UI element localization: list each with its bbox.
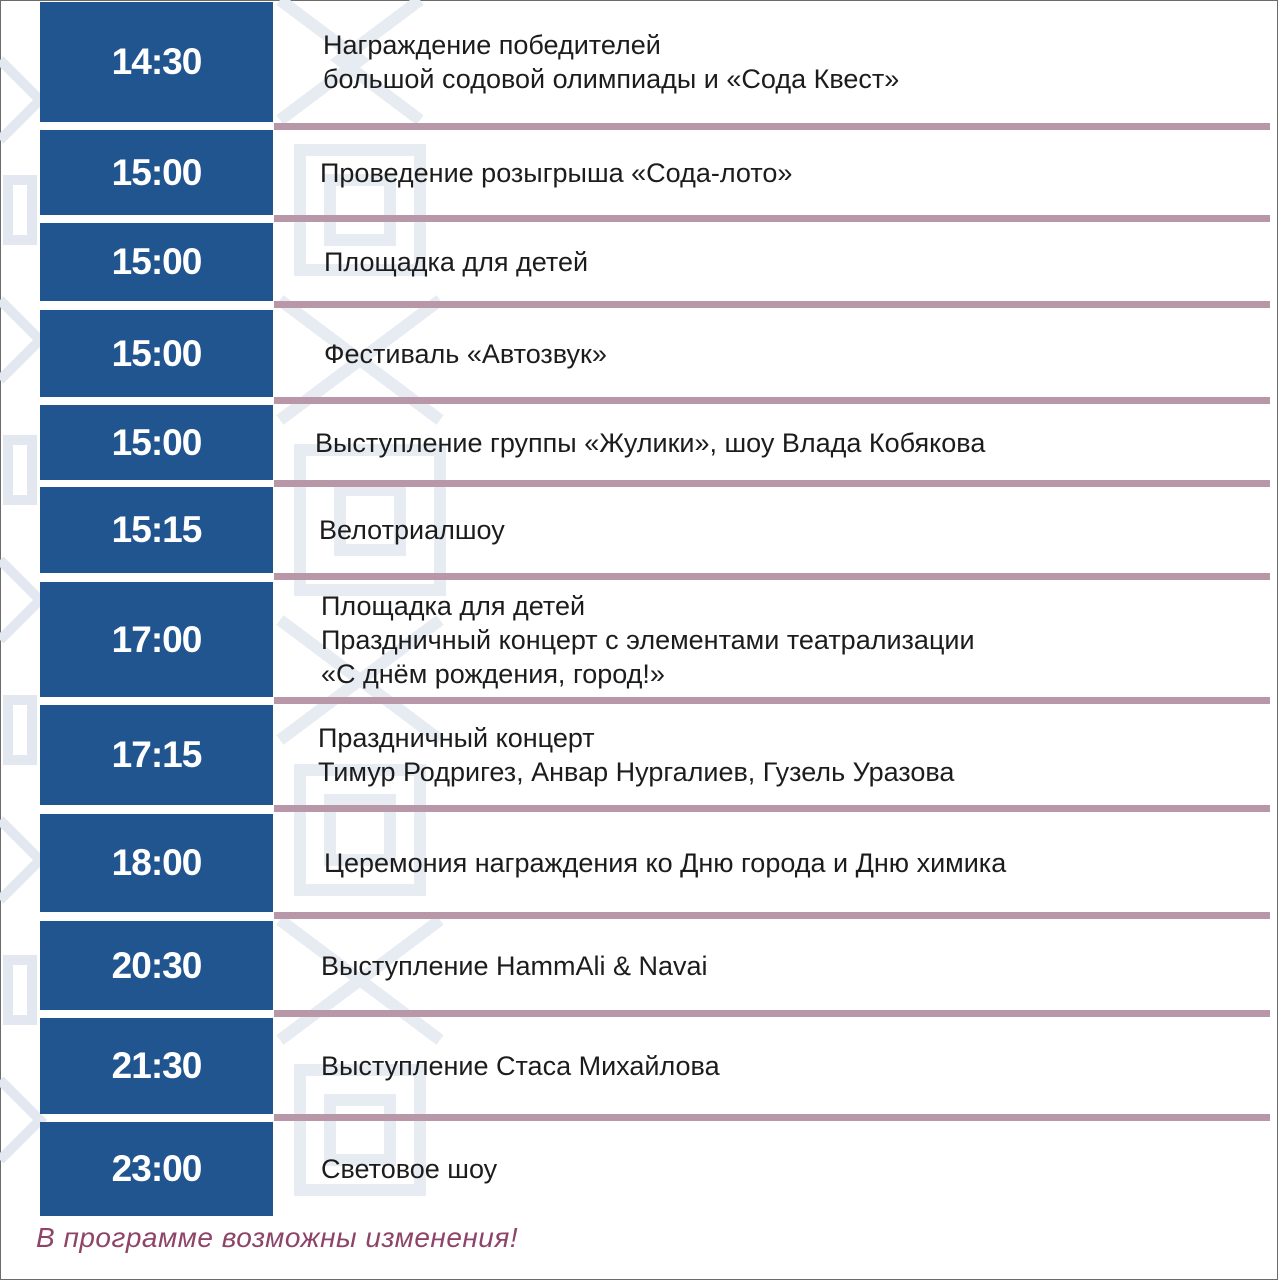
schedule-row	[40, 487, 1270, 573]
time-label: 18:00	[111, 842, 202, 883]
event-description	[273, 921, 1270, 1010]
schedule-row	[40, 223, 1270, 301]
schedule-row	[40, 1122, 1270, 1216]
schedule-row	[40, 130, 1270, 215]
event-line: Велотриалшоу	[319, 515, 505, 545]
event-description	[273, 223, 1270, 301]
time-block	[40, 405, 273, 480]
time-label: 15:00	[111, 332, 202, 374]
time-block	[40, 814, 273, 912]
time-block	[40, 2, 273, 122]
row-separator	[274, 215, 1270, 222]
schedule-row	[40, 921, 1270, 1010]
time-label: 21:30	[111, 1045, 202, 1086]
row-separator	[274, 1114, 1270, 1121]
event-line: Выступление группы «Жулики», шоу Влада Кобякова	[315, 427, 986, 458]
event-line: Тимур Родригез, Анвар Нургалиев, Гузель Уразова	[318, 757, 955, 787]
schedule-row	[40, 1018, 1270, 1114]
event-description	[273, 487, 1270, 573]
time-label: 15:00	[111, 151, 202, 193]
schedule-row	[40, 814, 1270, 912]
row-separator	[274, 805, 1270, 812]
event-description	[273, 310, 1270, 397]
time-label: 17:15	[111, 734, 202, 775]
time-block	[40, 1018, 273, 1114]
event-line: «С днём рождения, город!»	[321, 658, 665, 689]
schedule-row	[40, 310, 1270, 397]
row-separator	[274, 301, 1270, 308]
time-block	[40, 487, 273, 573]
schedule-row	[40, 405, 1270, 480]
event-line: Фестиваль «Автозвук»	[324, 338, 607, 369]
event-description	[273, 814, 1270, 912]
time-label: 15:00	[111, 421, 202, 463]
schedule-row	[40, 705, 1270, 805]
event-description	[273, 705, 1270, 805]
event-line: большой содовой олимпиады и «Сода Квест»	[323, 64, 900, 94]
event-description	[273, 582, 1270, 697]
time-label: 14:30	[111, 41, 202, 82]
event-line: Световое шоу	[321, 1154, 498, 1184]
time-block	[40, 310, 273, 397]
event-line: Праздничный концерт с элементами театрализации	[321, 624, 975, 655]
row-separator	[274, 480, 1270, 487]
row-separator	[274, 397, 1270, 404]
row-separator	[274, 697, 1270, 704]
time-block	[40, 921, 273, 1010]
event-line: Награждение победителей	[323, 30, 661, 60]
time-block	[40, 1122, 273, 1216]
event-line: Площадка для детей	[324, 247, 589, 277]
event-line: Проведение розыгрыша «Сода-лото»	[320, 157, 793, 188]
footer-note: В программе возможны изменения!	[36, 1222, 519, 1253]
row-separator	[274, 123, 1270, 130]
time-label: 15:15	[111, 509, 202, 550]
time-block	[40, 705, 273, 805]
row-separator	[274, 1010, 1270, 1017]
time-block	[40, 130, 273, 215]
row-separator	[274, 912, 1270, 919]
event-line: Церемония награждения ко Дню города и Дню химика	[324, 848, 1007, 878]
time-label: 15:00	[111, 241, 202, 282]
time-block	[40, 223, 273, 301]
event-line: Выступление HammAli & Navai	[321, 950, 708, 981]
event-description	[273, 130, 1270, 215]
time-block	[40, 582, 273, 697]
row-separator	[274, 573, 1270, 580]
time-label: 23:00	[111, 1148, 202, 1189]
time-label: 17:00	[111, 618, 202, 660]
schedule-row	[40, 582, 1270, 697]
event-description	[273, 1018, 1270, 1114]
event-description	[273, 1122, 1270, 1216]
time-label: 20:30	[111, 944, 202, 986]
event-description	[273, 2, 1270, 122]
event-line: Праздничный концерт	[318, 723, 595, 753]
event-description	[273, 405, 1270, 480]
schedule-row	[40, 2, 1270, 122]
event-line: Площадка для детей	[321, 590, 586, 621]
event-line: Выступление Стаса Михайлова	[321, 1051, 720, 1081]
